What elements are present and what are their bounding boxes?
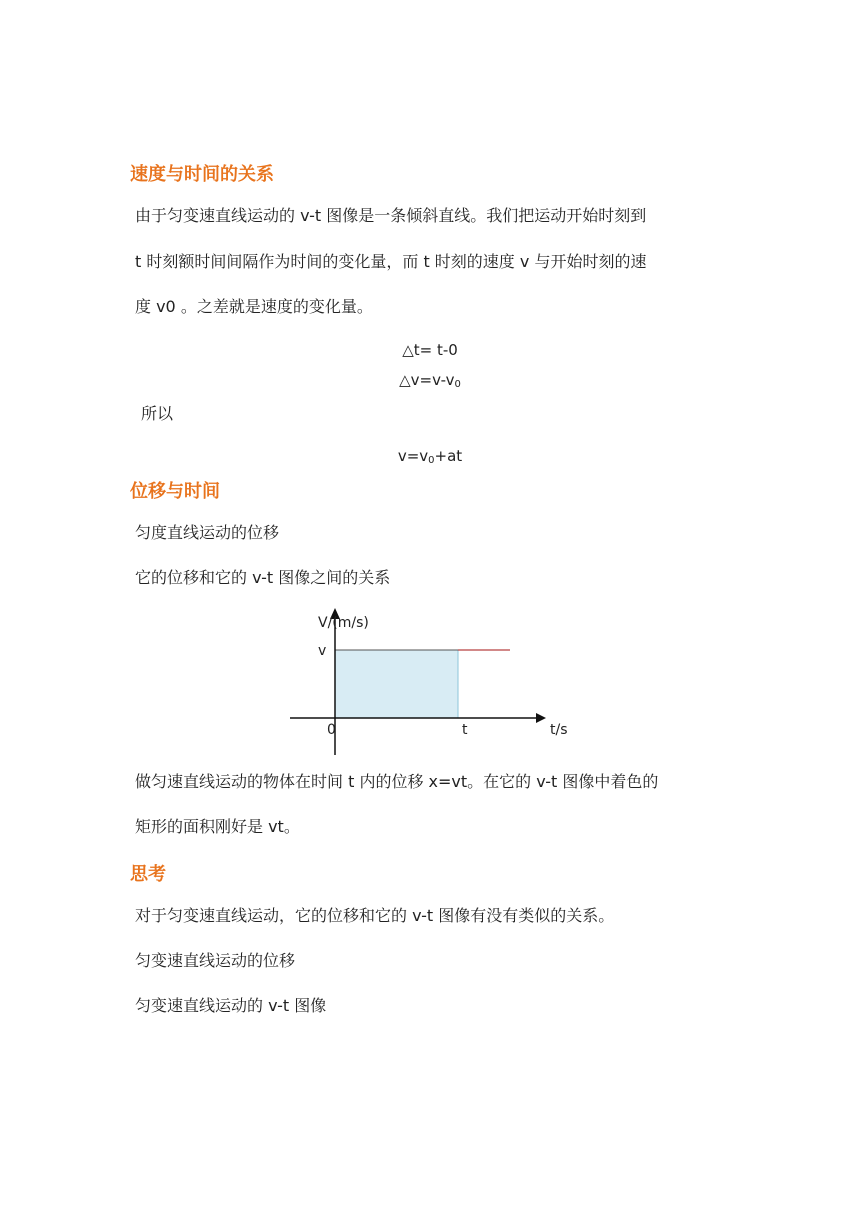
heading-velocity-time: 速度与时间的关系 [130, 164, 274, 185]
vt-diagram [280, 600, 590, 760]
equation-text: v=v [397, 447, 429, 465]
paragraph-line: 匀变速直线运动的位移 [135, 951, 296, 970]
subscript: 0 [454, 379, 461, 390]
paragraph-line: t 时刻额时间间隔作为时间的变化量，而 t 时刻的速度 v 与开始时刻的速 [135, 252, 647, 271]
shaded-rectangle [335, 650, 458, 718]
equation-delta-t: △t= t-0 [402, 341, 458, 359]
heading-think: 思考 [130, 864, 166, 885]
y-axis-label: V/(m/s) [318, 615, 369, 631]
origin-label: 0 [327, 722, 336, 738]
paragraph-line: 度 v0 。之差就是速度的变化量。 [135, 297, 373, 316]
x-axis-label: t/s [550, 722, 568, 738]
equation-text: +at [434, 447, 463, 465]
paragraph-line: 对于匀变速直线运动，它的位移和它的 v-t 图像有没有类似的关系。 [135, 906, 615, 925]
v-label: v [318, 643, 327, 659]
equation-delta-v [0, 371, 860, 390]
paragraph-line: 矩形的面积刚好是 vt。 [135, 817, 300, 836]
x-axis-arrow-icon [536, 713, 546, 723]
paragraph-line: 做匀速直线运动的物体在时间 t 内的位移 x=vt。在它的 v-t 图像中着色的 [135, 772, 659, 791]
t-label: t [462, 722, 468, 738]
paragraph-line: 匀度直线运动的位移 [135, 523, 280, 542]
paragraph-line: 它的位移和它的 v-t 图像之间的关系 [135, 568, 391, 587]
so-label: 所以 [141, 404, 174, 423]
equation-velocity [0, 447, 860, 466]
heading-displacement-time: 位移与时间 [130, 481, 220, 502]
equation-text: △v=v-v [399, 371, 455, 389]
subscript: 0 [428, 455, 435, 466]
paragraph-line: 由于匀变速直线运动的 v-t 图像是一条倾斜直线。我们把运动开始时刻到 [135, 206, 647, 225]
paragraph-line: 匀变速直线运动的 v-t 图像 [135, 996, 327, 1015]
